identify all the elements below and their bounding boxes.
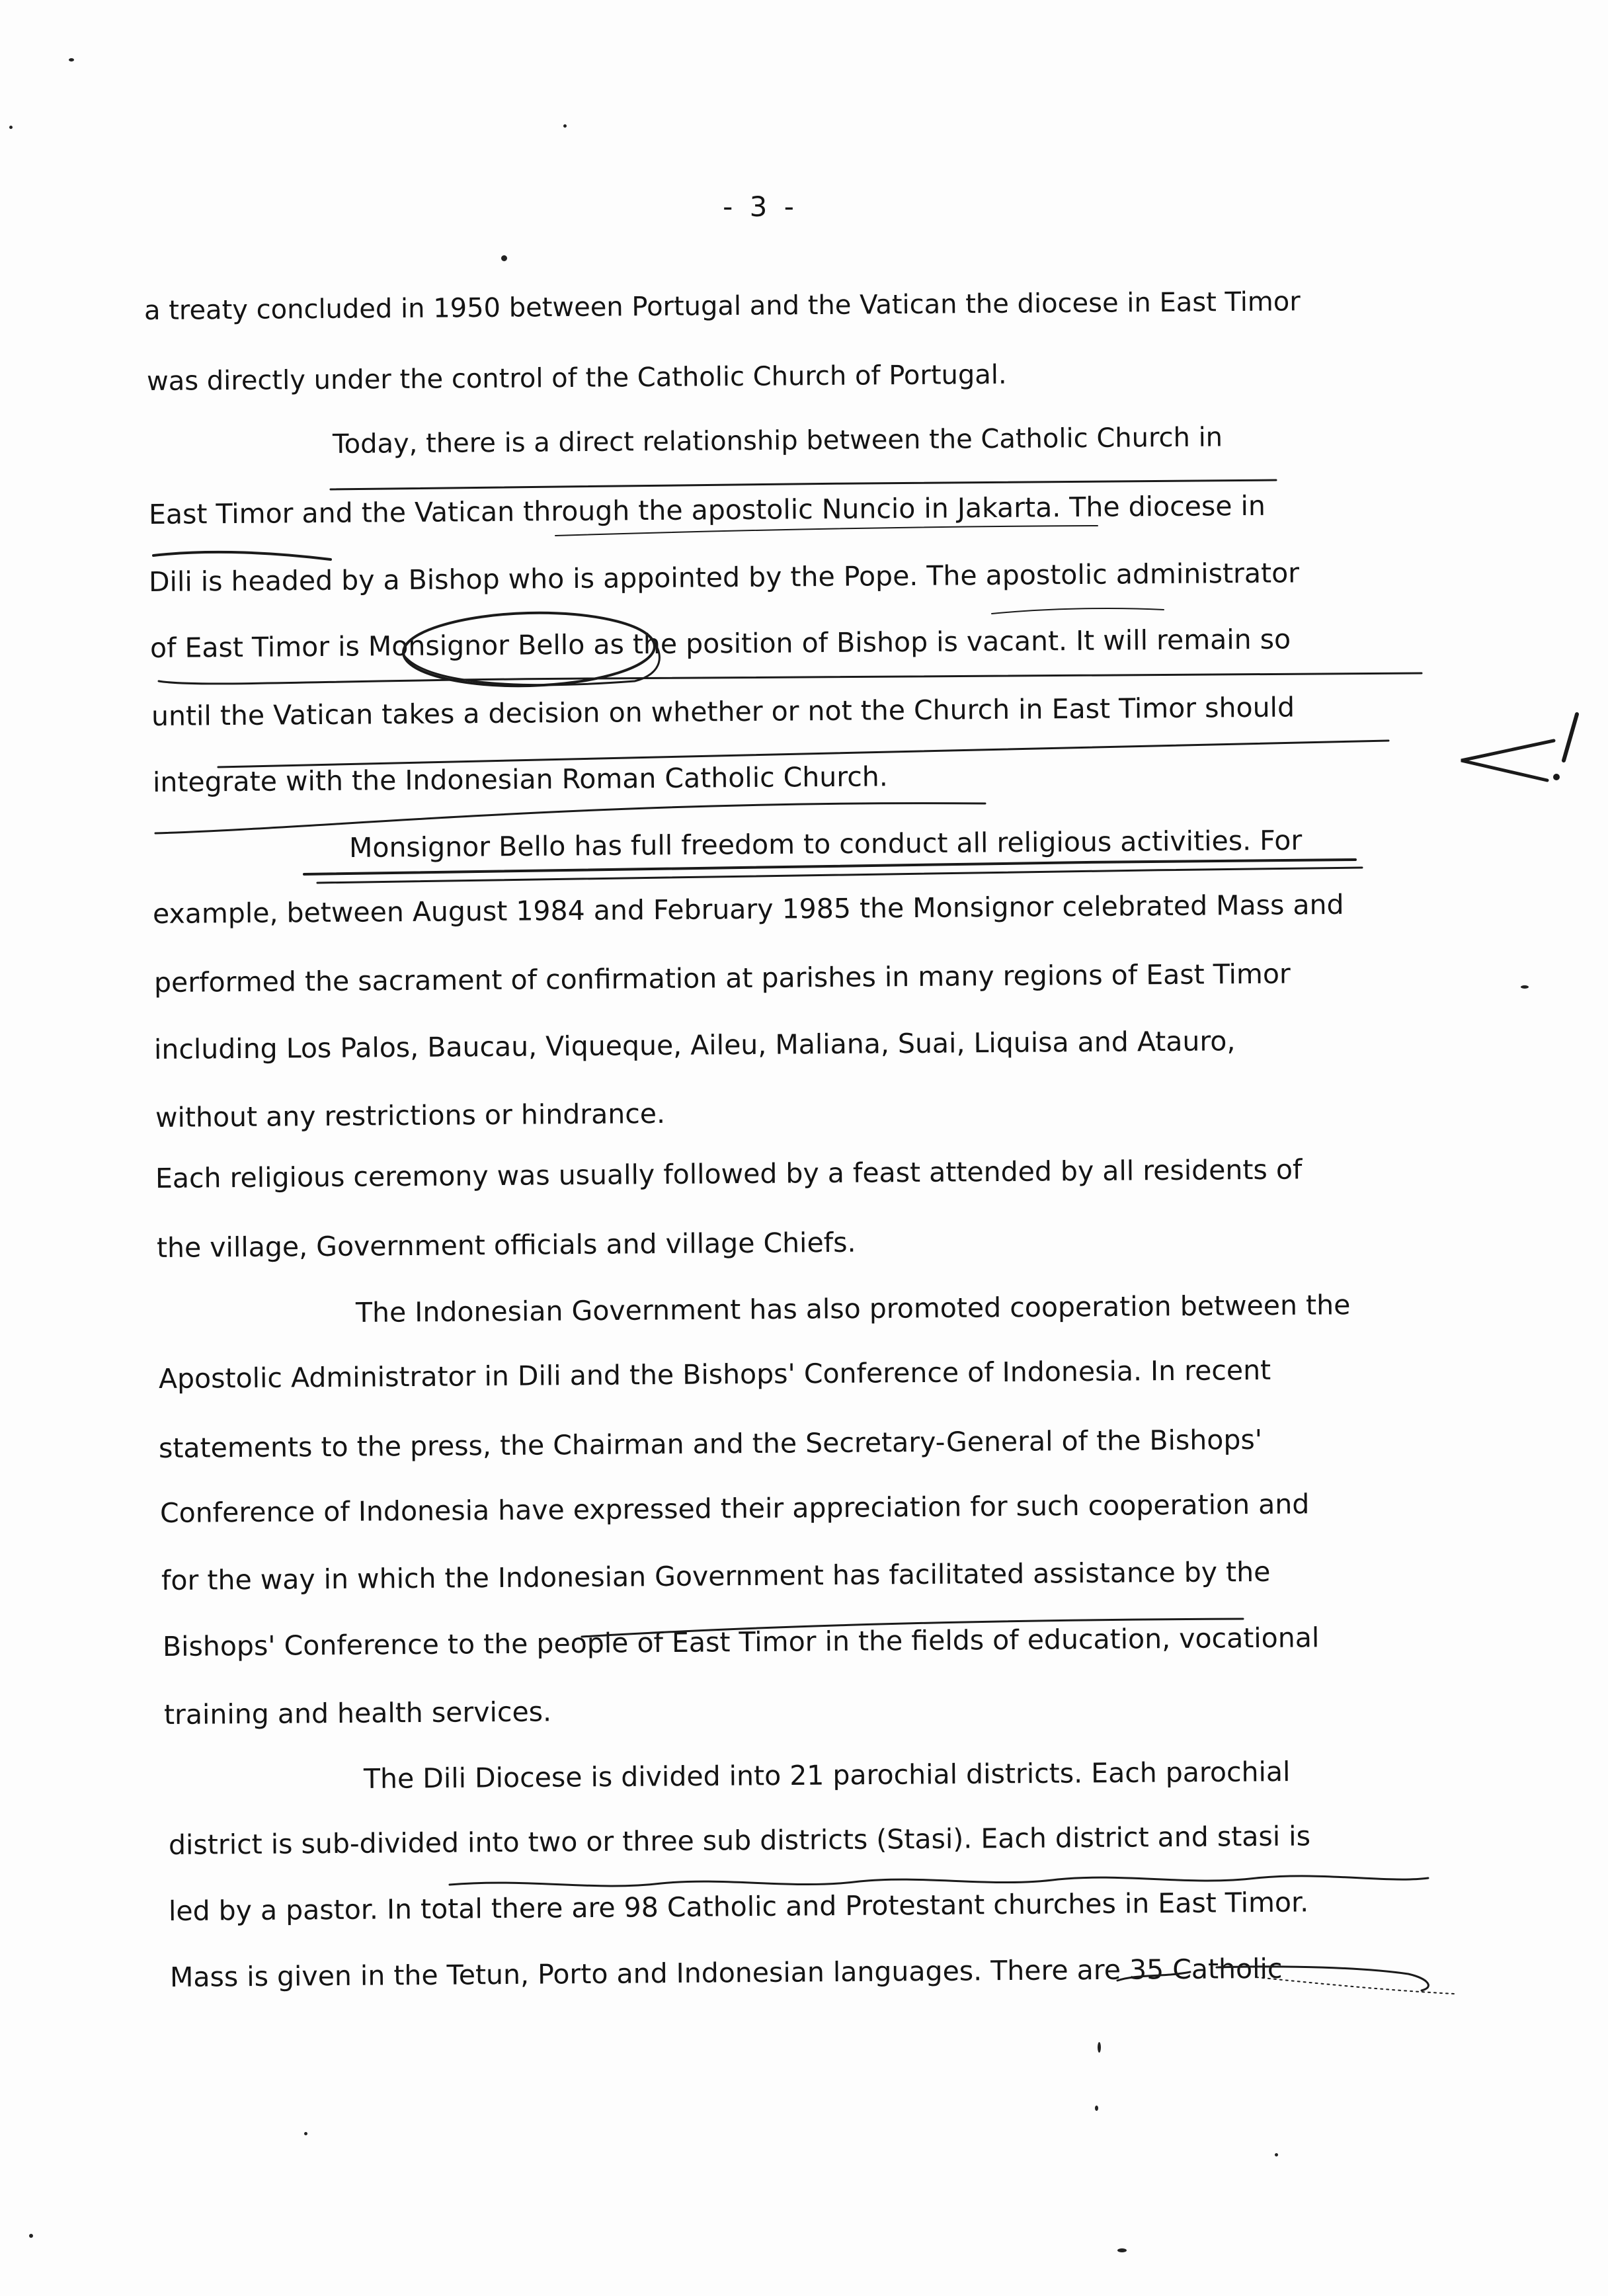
speck [1098,2042,1101,2053]
text-line-2: was directly under the control of the Catholic Church of Portugal. [146,359,1007,397]
text-line-13: without any restrictions or hindrance. [155,1097,666,1133]
text-line-16: The Indonesian Government has also promoted cooperation between the [355,1289,1351,1329]
text-line-5: Dili is headed by a Bishop who is appointed by the Pope. The apostolic administrator [148,557,1300,598]
text-line-11: performed the sacrament of confirmation at parishes in many regions of East Timor [153,958,1291,999]
text-line-21: Bishops' Conference to the people of East Timor in the fields of education, vocational [162,1621,1320,1662]
text-line-23: The Dili Diocese is divided into 21 parochial districts. Each parochial [363,1755,1291,1795]
speck [1095,2106,1098,2111]
text-line-4: East Timor and the Vatican through the apostolic Nuncio in Jakarta. The diocese in [148,489,1266,530]
text-line-25: led by a pastor. In total there are 98 Catholic and Protestant churches in East Timor. [168,1886,1309,1927]
text-line-10: example, between August 1984 and February 1985 the Monsignor celebrated Mass and [152,888,1344,930]
text-line-20: for the way in which the Indonesian Government has facilitated assistance by the [161,1555,1271,1596]
text-line-6: of East Timor is Monsignor Bello as the position of Bishop is vacant. It will remain so [149,623,1291,664]
speck [29,2234,33,2238]
speck [563,124,567,128]
text-line-9: Monsignor Bello has full freedom to conduct all religious activities. For [348,824,1303,864]
text-line-24: district is sub-divided into two or three sub districts (Stasi). Each district and stasi is [168,1820,1311,1861]
text-line-22: training and health services. [163,1696,552,1731]
underline-2 [555,526,1098,536]
speck [1521,985,1529,989]
text-line-19: Conference of Indonesia have expressed their appreciation for such cooperation and [159,1488,1310,1529]
speck [9,126,13,129]
text-line-8: integrate with the Indonesian Roman Catholic Church. [152,760,888,798]
text-line-12: including Los Palos, Baucau, Viqueque, Aileu, Maliana, Suai, Liquisa and Atauro, [153,1025,1236,1065]
text-line-17: Apostolic Administrator in Dili and the Bishops' Conference of Indonesia. In recent [158,1354,1271,1395]
speck [1275,2153,1278,2156]
text-line-7: until the Vatican takes a decision on whether or not the Church in East Timor should [151,691,1295,732]
text-line-1: a treaty concluded in 1950 between Portugal and the Vatican the diocese in East Timor [143,286,1301,326]
text-line-18: statements to the press, the Chairman and the Secretary-General of the Bishops' [158,1423,1263,1464]
speck [304,2132,307,2135]
dotted-trail [1256,1977,1455,1994]
speck [69,58,74,62]
text-line-14: Each religious ceremony was usually followed by a feast attended by all residents of [155,1153,1303,1194]
margin-exclaim-dot [1553,774,1560,780]
margin-exclaim [1564,714,1577,760]
text-line-26: Mass is given in the Tetun, Porto and Indonesian languages. There are 35 Catholic [169,1952,1283,1993]
text-line-3: Today, there is a direct relationship between the Catholic Church in [332,422,1223,460]
page-number: - 3 - [723,190,798,223]
overline-vacant [992,608,1164,614]
speck [1117,2248,1127,2252]
margin-angle [1461,741,1554,780]
underline-6b [317,868,1362,883]
underline-3 [159,673,1422,684]
speck [501,255,507,261]
wavy-underline [450,1876,1428,1886]
swoosh-left [153,552,331,559]
underline-1 [331,480,1276,489]
text-line-15: the village, Government officials and village Chiefs. [156,1226,856,1264]
